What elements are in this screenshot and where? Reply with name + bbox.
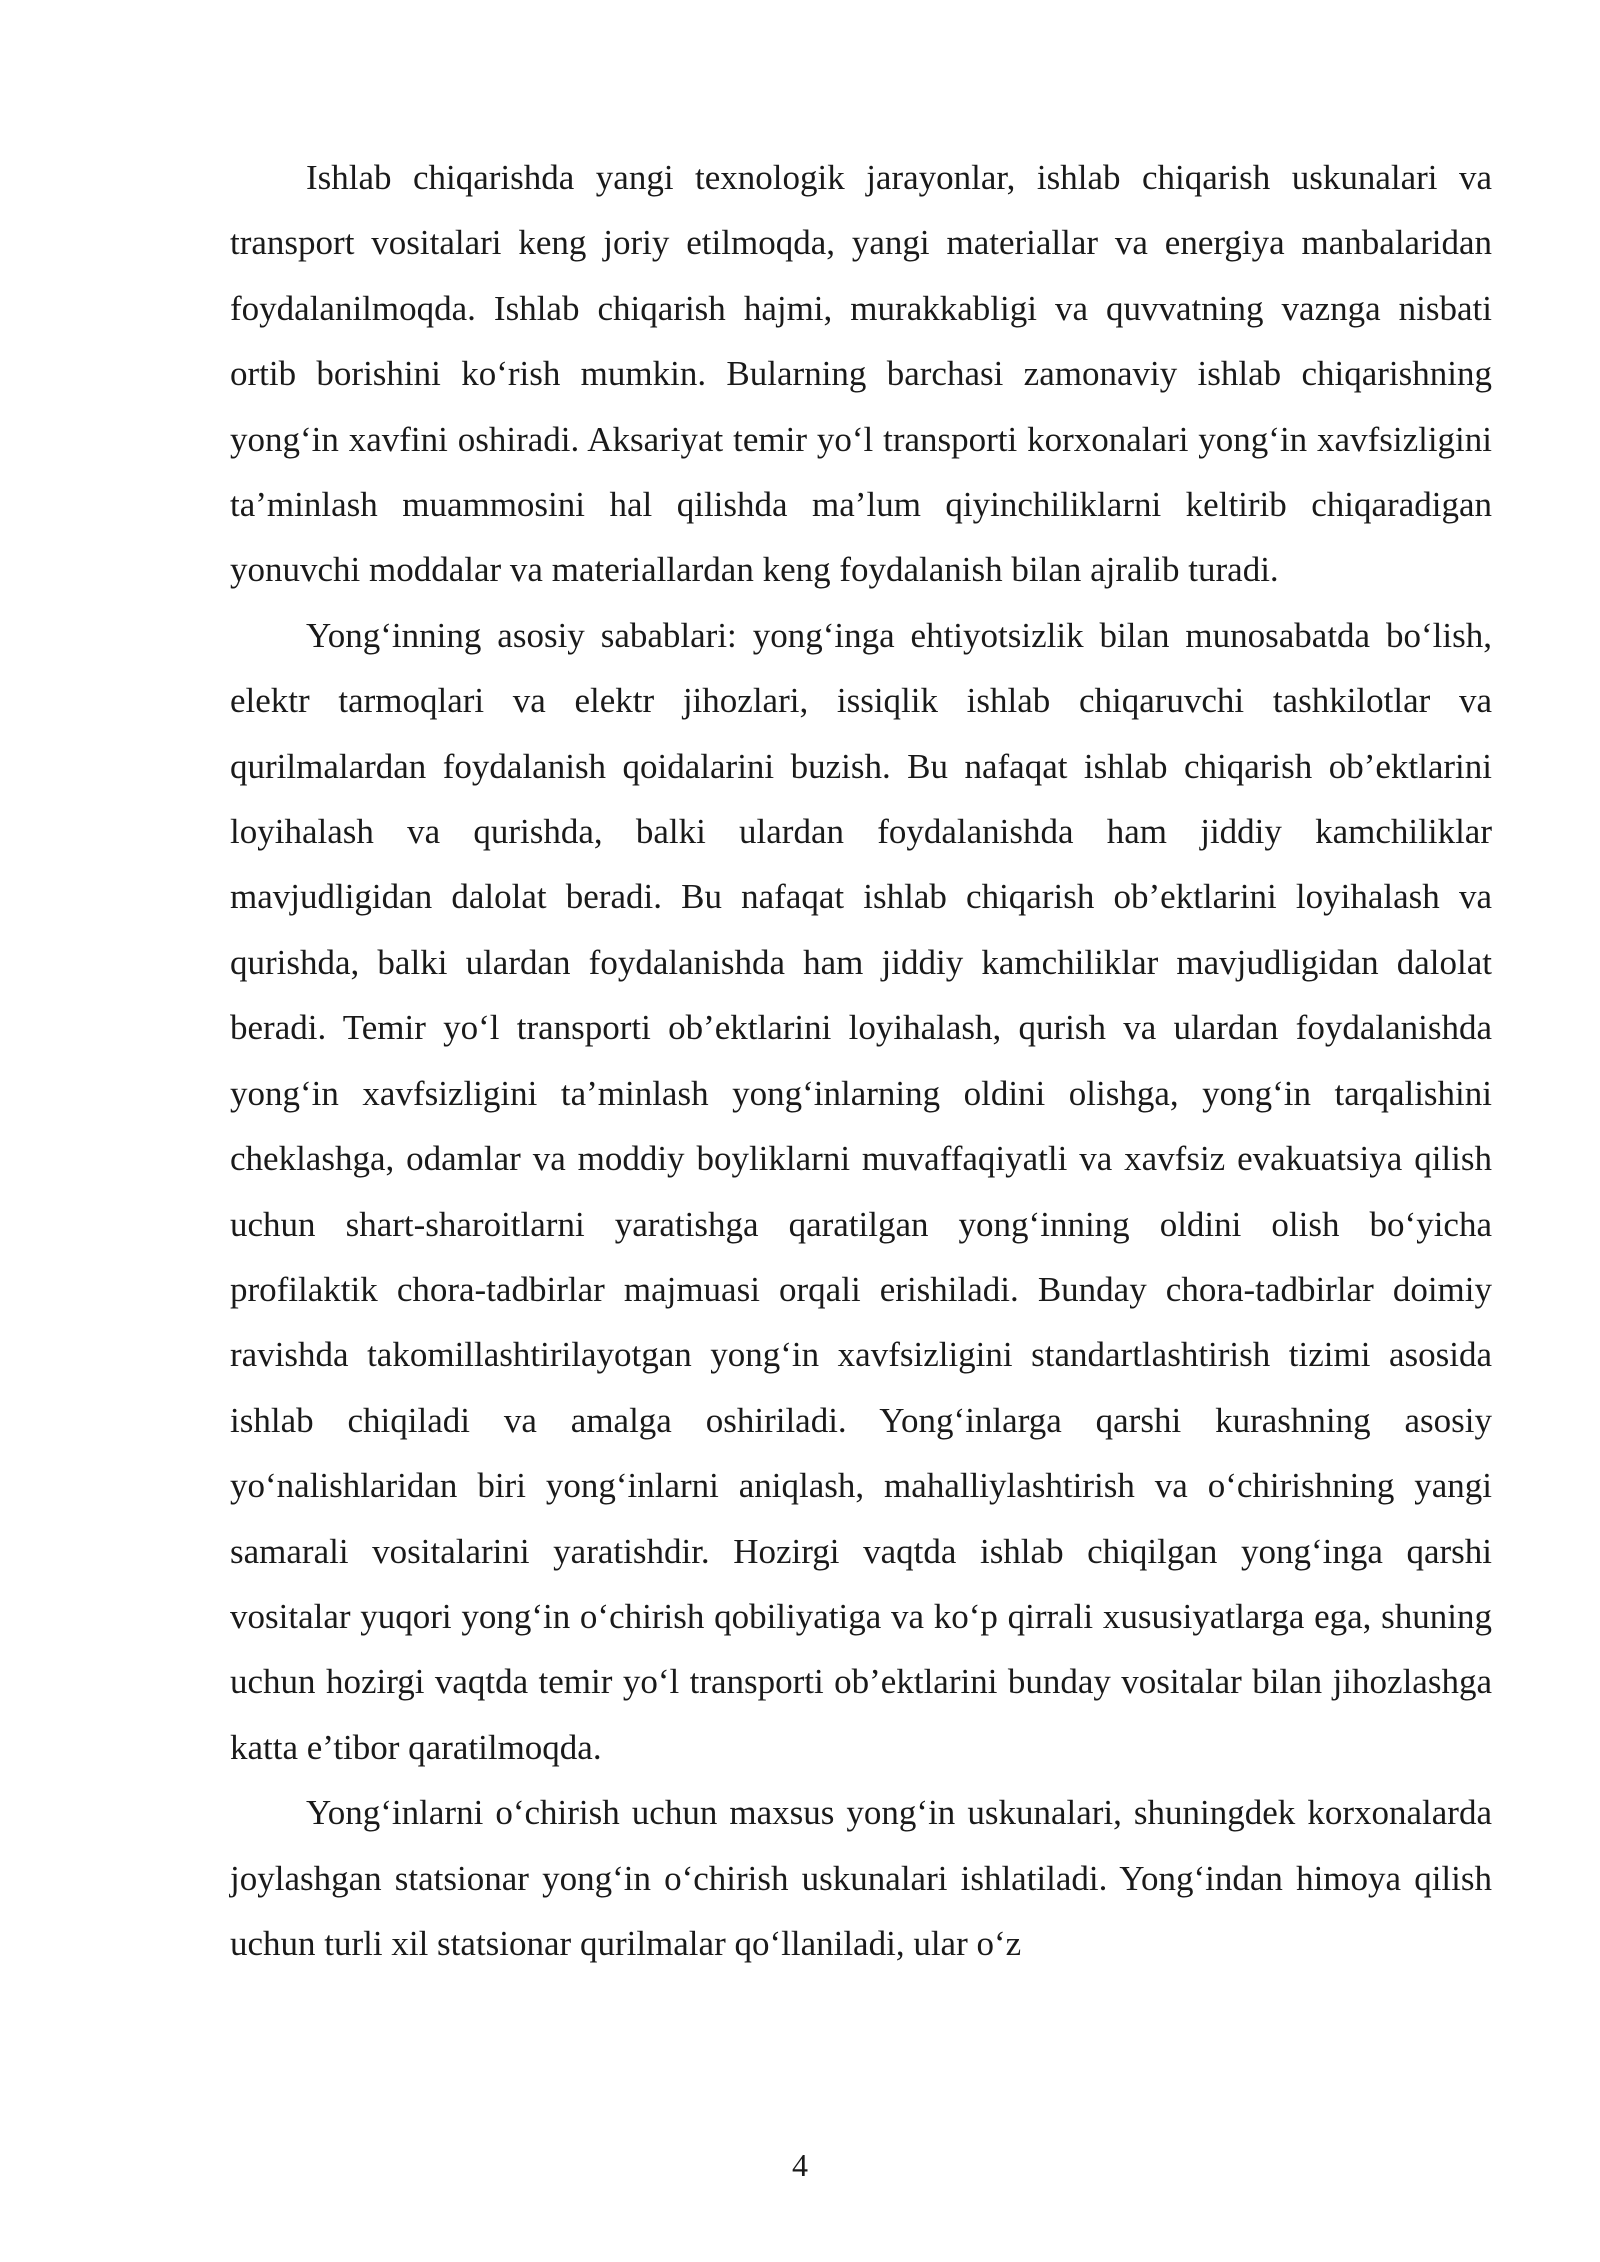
paragraph-1: Ishlab chiqarishda yangi texnologik jarayonlar, ishlab chiqarish uskunalari va transport vositalari keng joriy etilmoqda, yangi materiallar va energiya manbalaridan foydalanilmoqda. Ishlab chiqarish hajmi, murakkabligi va quvvatning vaznga nisbati ortib borishini ko‘rish mumkin. Bularning barchasi zamonaviy ishlab chiqarishning yong‘in xavfini oshiradi. Aksariyat temir yo‘l transporti korxonalari yong‘in xavfsizligini ta’minlash muammosini hal qilishda ma’lum qiyinchiliklarni keltirib chiqaradigan yonuvchi moddalar va materiallardan keng foydalanish bilan ajralib turadi. bbox=[230, 158, 1492, 590]
page-number: 4 bbox=[792, 2147, 808, 2183]
paragraph-3: Yong‘inlarni o‘chirish uchun maxsus yong‘in uskunalari, shuningdek korxonalarda joylashgan statsionar yong‘in o‘chirish uskunalari ishlatiladi. Yong‘indan himoya qilish uchun turli xil statsionar qurilmalar qo‘llaniladi, ular o‘z bbox=[230, 1793, 1492, 1963]
paragraph-2: Yong‘inning asosiy sabablari: yong‘inga ehtiyotsizlik bilan munosabatda bo‘lish, elektr tarmoqlari va elektr jihozlari, issiqlik ishlab chiqaruvchi tashkilotlar va qurilmalardan foydalanish qoidalarini buzish. Bu nafaqat ishlab chiqarish ob’ektlarini loyihalash va qurishda, balki ulardan foydalanishda ham jiddiy kamchiliklar mavjudligidan dalolat beradi. Bu nafaqat ishlab chiqarish ob’ektlarini loyihalash va qurishda, balki ulardan foydalanishda ham jiddiy kamchiliklar mavjudligidan dalolat beradi. Temir yo‘l transporti ob’ektlarini loyihalash, qurish va ulardan foydalanishda yong‘in xavfsizligini ta’minlash yong‘inlarning oldini olishga, yong‘in tarqalishini cheklashga, odamlar va moddiy boyliklarni muvaffaqiyatli va xavfsiz evakuatsiya qilish uchun shart-sharoitlarni yaratishga qaratilgan yong‘inning oldini olish bo‘yicha profilaktik chora-tadbirlar majmuasi orqali erishiladi. Bunday chora-tadbirlar doimiy ravishda takomillashtirilayotgan yong‘in xavfsizligini standartlashtirish tizimi asosida ishlab chiqiladi va amalga oshiriladi. Yong‘inlarga qarshi kurashning asosiy yo‘nalishlaridan biri yong‘inlarni aniqlash, mahalliylashtirish va o‘chirishning yangi samarali vositalarini yaratishdir. Hozirgi vaqtda ishlab chiqilgan yong‘inga qarshi vositalar yuqori yong‘in o‘chirish qobiliyatiga va ko‘p qirrali xususiyatlarga ega, shuning uchun hozirgi vaqtda temir yo‘l transporti ob’ektlarini bunday vositalar bilan jihozlashga katta e’tibor qaratilmoqda. bbox=[230, 615, 1492, 1767]
document-body bbox=[230, 145, 1492, 1976]
